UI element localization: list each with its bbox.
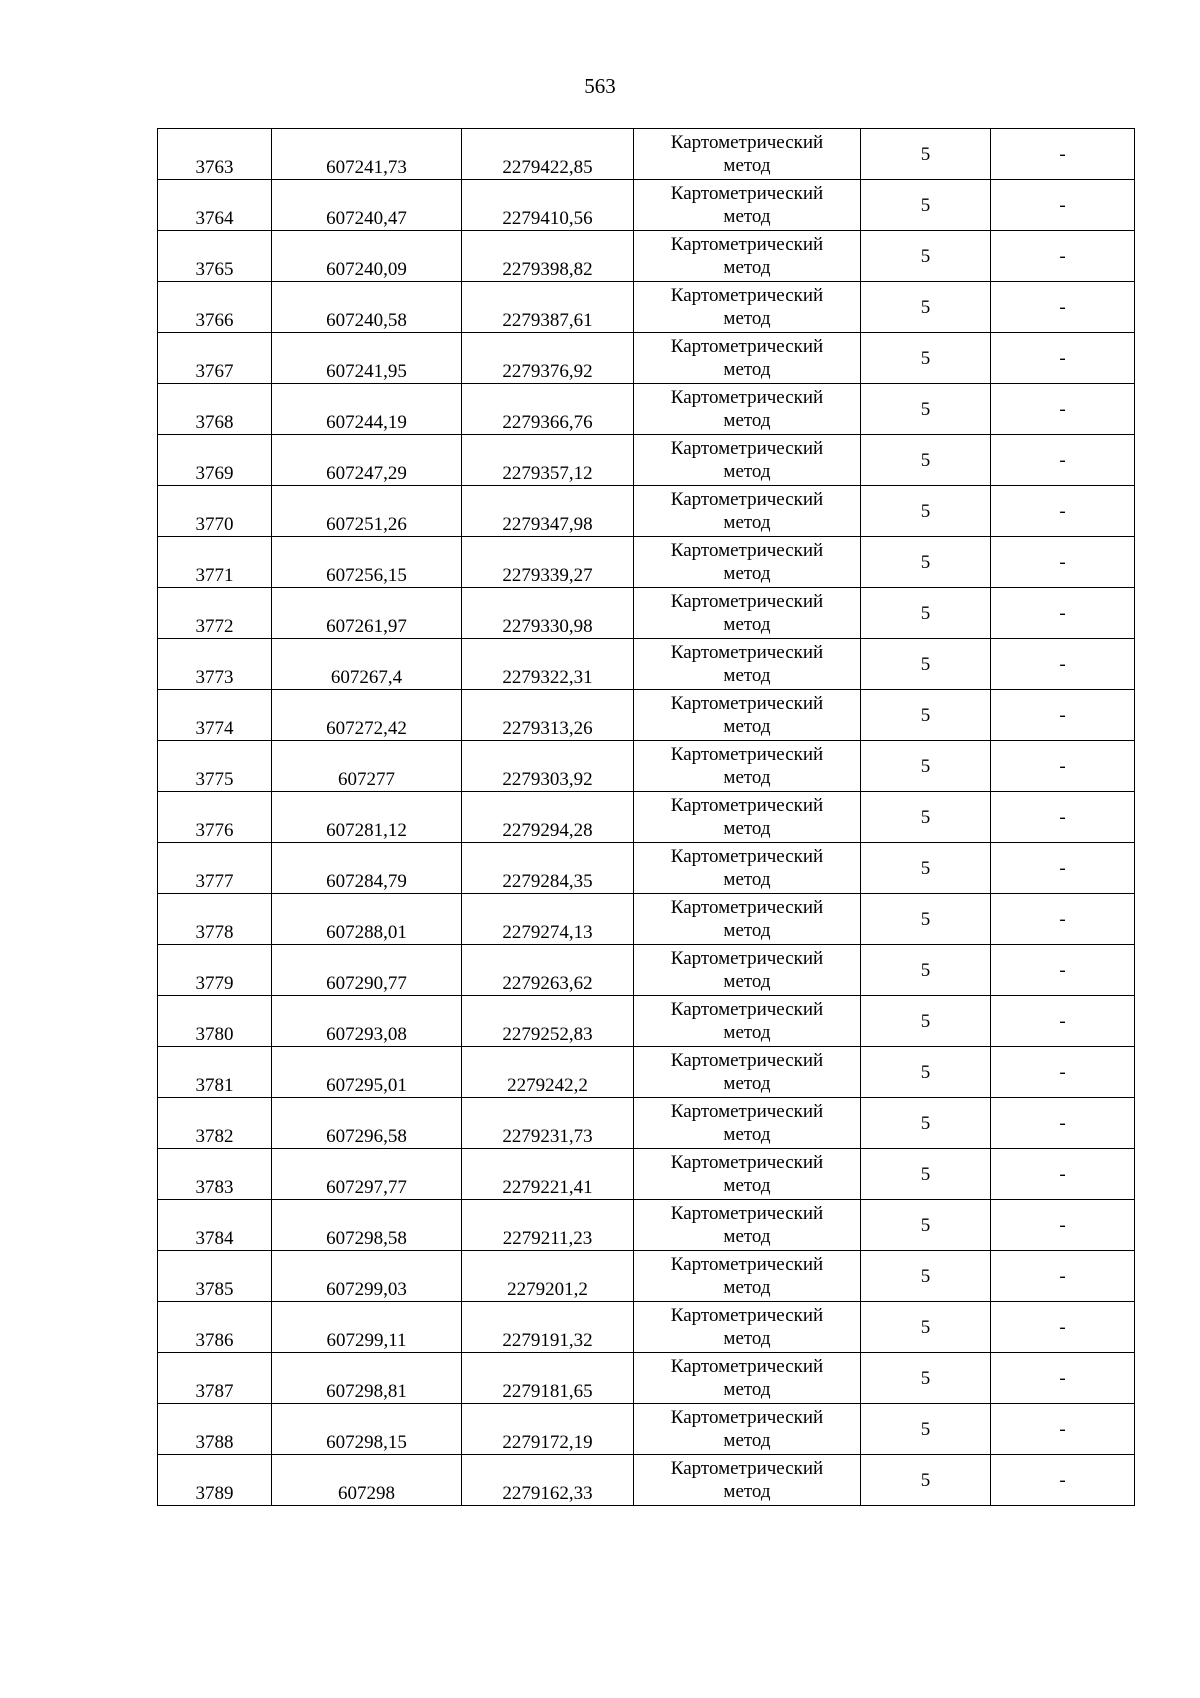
accuracy-cell: 5 [861, 690, 991, 741]
y-coordinate-cell: 2279191,32 [462, 1302, 634, 1353]
point-id-cell: 3788 [158, 1404, 272, 1455]
point-id-cell: 3775 [158, 741, 272, 792]
method-text: метод [723, 767, 771, 788]
y-coordinate-cell: 2279162,33 [462, 1455, 634, 1506]
method-text: метод [723, 971, 771, 992]
table-row [158, 1200, 1135, 1251]
method-text: Картометрический [670, 642, 824, 663]
accuracy-cell: 5 [861, 945, 991, 996]
method-cell [634, 1098, 861, 1149]
accuracy-cell: 5 [861, 1149, 991, 1200]
method-cell [634, 1251, 861, 1302]
method-text: Картометрический [670, 948, 824, 969]
x-coordinate-cell: 607267,4 [272, 639, 462, 690]
note-cell: - [991, 588, 1135, 639]
x-coordinate-cell: 607288,01 [272, 894, 462, 945]
x-coordinate-cell: 607240,47 [272, 180, 462, 231]
note-cell: - [991, 333, 1135, 384]
accuracy-cell: 5 [861, 486, 991, 537]
method-text: Картометрический [670, 540, 824, 561]
table-row [158, 1353, 1135, 1404]
note-cell: - [991, 996, 1135, 1047]
method-cell [634, 1455, 861, 1506]
x-coordinate-cell: 607277 [272, 741, 462, 792]
accuracy-cell: 5 [861, 1200, 991, 1251]
method-text: метод [723, 818, 771, 839]
x-coordinate-cell: 607298 [272, 1455, 462, 1506]
accuracy-cell: 5 [861, 996, 991, 1047]
table-row [158, 180, 1135, 231]
point-id-cell: 3780 [158, 996, 272, 1047]
x-coordinate-cell: 607298,58 [272, 1200, 462, 1251]
note-cell: - [991, 384, 1135, 435]
note-cell: - [991, 741, 1135, 792]
table-row [158, 1404, 1135, 1455]
point-id-cell: 3785 [158, 1251, 272, 1302]
method-text: метод [723, 1073, 771, 1094]
table-row [158, 537, 1135, 588]
method-text: Картометрический [670, 591, 824, 612]
table-row [158, 282, 1135, 333]
x-coordinate-cell: 607297,77 [272, 1149, 462, 1200]
accuracy-cell: 5 [861, 1404, 991, 1455]
method-text: метод [723, 665, 771, 686]
method-cell [634, 690, 861, 741]
y-coordinate-cell: 2279294,28 [462, 792, 634, 843]
method-text: метод [723, 716, 771, 737]
y-coordinate-cell: 2279181,65 [462, 1353, 634, 1404]
x-coordinate-cell: 607272,42 [272, 690, 462, 741]
method-text: метод [723, 1175, 771, 1196]
x-coordinate-cell: 607298,81 [272, 1353, 462, 1404]
method-text: Картометрический [670, 234, 824, 255]
table-row [158, 1251, 1135, 1302]
note-cell: - [991, 231, 1135, 282]
point-id-cell: 3766 [158, 282, 272, 333]
y-coordinate-cell: 2279242,2 [462, 1047, 634, 1098]
accuracy-cell: 5 [861, 639, 991, 690]
point-id-cell: 3786 [158, 1302, 272, 1353]
method-text: Картометрический [670, 183, 824, 204]
method-text: Картометрический [670, 1356, 824, 1377]
note-cell: - [991, 1353, 1135, 1404]
note-cell: - [991, 282, 1135, 333]
note-cell: - [991, 894, 1135, 945]
note-cell: - [991, 180, 1135, 231]
x-coordinate-cell: 607240,09 [272, 231, 462, 282]
table-row [158, 945, 1135, 996]
method-text: метод [723, 1430, 771, 1451]
method-cell [634, 588, 861, 639]
table-row [158, 1302, 1135, 1353]
method-text: метод [723, 512, 771, 533]
method-text: метод [723, 920, 771, 941]
table-row [158, 1149, 1135, 1200]
accuracy-cell: 5 [861, 741, 991, 792]
point-id-cell: 3776 [158, 792, 272, 843]
point-id-cell: 3765 [158, 231, 272, 282]
note-cell: - [991, 843, 1135, 894]
x-coordinate-cell: 607290,77 [272, 945, 462, 996]
method-text: Картометрический [670, 285, 824, 306]
y-coordinate-cell: 2279347,98 [462, 486, 634, 537]
method-text: Картометрический [670, 1305, 824, 1326]
table-body [158, 129, 1135, 1506]
method-text: метод [723, 1379, 771, 1400]
method-cell [634, 384, 861, 435]
point-id-cell: 3768 [158, 384, 272, 435]
point-id-cell: 3764 [158, 180, 272, 231]
method-text: Картометрический [670, 1050, 824, 1071]
note-cell: - [991, 639, 1135, 690]
accuracy-cell: 5 [861, 1302, 991, 1353]
method-cell [634, 1200, 861, 1251]
method-cell [634, 1302, 861, 1353]
accuracy-cell: 5 [861, 843, 991, 894]
method-text: метод [723, 614, 771, 635]
note-cell: - [991, 537, 1135, 588]
accuracy-cell: 5 [861, 180, 991, 231]
point-id-cell: 3779 [158, 945, 272, 996]
method-text: метод [723, 1481, 771, 1502]
accuracy-cell: 5 [861, 1455, 991, 1506]
x-coordinate-cell: 607293,08 [272, 996, 462, 1047]
accuracy-cell: 5 [861, 1047, 991, 1098]
point-id-cell: 3782 [158, 1098, 272, 1149]
accuracy-cell: 5 [861, 1353, 991, 1404]
accuracy-cell: 5 [861, 588, 991, 639]
accuracy-cell: 5 [861, 384, 991, 435]
y-coordinate-cell: 2279252,83 [462, 996, 634, 1047]
y-coordinate-cell: 2279376,92 [462, 333, 634, 384]
method-text: Картометрический [670, 387, 824, 408]
method-text: Картометрический [670, 1203, 824, 1224]
method-text: Картометрический [670, 999, 824, 1020]
note-cell: - [991, 1251, 1135, 1302]
point-id-cell: 3777 [158, 843, 272, 894]
y-coordinate-cell: 2279366,76 [462, 384, 634, 435]
table-row [158, 639, 1135, 690]
method-text: Картометрический [670, 1254, 824, 1275]
x-coordinate-cell: 607284,79 [272, 843, 462, 894]
method-text: Картометрический [670, 132, 824, 153]
point-id-cell: 3787 [158, 1353, 272, 1404]
point-id-cell: 3773 [158, 639, 272, 690]
table-row [158, 1098, 1135, 1149]
accuracy-cell: 5 [861, 1098, 991, 1149]
method-text: метод [723, 257, 771, 278]
x-coordinate-cell: 607251,26 [272, 486, 462, 537]
x-coordinate-cell: 607296,58 [272, 1098, 462, 1149]
method-text: метод [723, 1328, 771, 1349]
y-coordinate-cell: 2279284,35 [462, 843, 634, 894]
table-row [158, 1047, 1135, 1098]
point-id-cell: 3769 [158, 435, 272, 486]
method-cell [634, 1353, 861, 1404]
table-row [158, 333, 1135, 384]
method-cell [634, 1404, 861, 1455]
y-coordinate-cell: 2279330,98 [462, 588, 634, 639]
method-cell [634, 435, 861, 486]
point-id-cell: 3770 [158, 486, 272, 537]
method-cell [634, 537, 861, 588]
method-cell [634, 945, 861, 996]
note-cell: - [991, 1200, 1135, 1251]
method-text: метод [723, 1226, 771, 1247]
method-cell [634, 180, 861, 231]
method-text: метод [723, 869, 771, 890]
note-cell: - [991, 486, 1135, 537]
accuracy-cell: 5 [861, 231, 991, 282]
method-cell [634, 792, 861, 843]
x-coordinate-cell: 607298,15 [272, 1404, 462, 1455]
page-number: 563 [584, 74, 616, 98]
table-row [158, 792, 1135, 843]
accuracy-cell: 5 [861, 282, 991, 333]
y-coordinate-cell: 2279422,85 [462, 129, 634, 180]
x-coordinate-cell: 607299,03 [272, 1251, 462, 1302]
y-coordinate-cell: 2279211,23 [462, 1200, 634, 1251]
table-row [158, 588, 1135, 639]
y-coordinate-cell: 2279313,26 [462, 690, 634, 741]
x-coordinate-cell: 607240,58 [272, 282, 462, 333]
x-coordinate-cell: 607241,95 [272, 333, 462, 384]
table-row [158, 435, 1135, 486]
method-cell [634, 741, 861, 792]
coordinates-table [157, 128, 1135, 1506]
table-row [158, 486, 1135, 537]
method-text: Картометрический [670, 1458, 824, 1479]
method-text: метод [723, 410, 771, 431]
method-cell [634, 843, 861, 894]
method-text: метод [723, 155, 771, 176]
method-text: метод [723, 461, 771, 482]
y-coordinate-cell: 2279172,19 [462, 1404, 634, 1455]
x-coordinate-cell: 607241,73 [272, 129, 462, 180]
method-text: метод [723, 206, 771, 227]
y-coordinate-cell: 2279303,92 [462, 741, 634, 792]
point-id-cell: 3778 [158, 894, 272, 945]
method-cell [634, 1047, 861, 1098]
method-text: Картометрический [670, 438, 824, 459]
method-text: метод [723, 359, 771, 380]
method-cell [634, 486, 861, 537]
accuracy-cell: 5 [861, 537, 991, 588]
point-id-cell: 3771 [158, 537, 272, 588]
method-cell [634, 231, 861, 282]
table-row [158, 894, 1135, 945]
method-text: метод [723, 563, 771, 584]
accuracy-cell: 5 [861, 792, 991, 843]
y-coordinate-cell: 2279263,62 [462, 945, 634, 996]
point-id-cell: 3763 [158, 129, 272, 180]
point-id-cell: 3767 [158, 333, 272, 384]
table-row [158, 384, 1135, 435]
x-coordinate-cell: 607299,11 [272, 1302, 462, 1353]
point-id-cell: 3784 [158, 1200, 272, 1251]
table-row [158, 741, 1135, 792]
method-text: Картометрический [670, 1101, 824, 1122]
method-text: Картометрический [670, 897, 824, 918]
method-text: Картометрический [670, 336, 824, 357]
method-cell [634, 996, 861, 1047]
x-coordinate-cell: 607244,19 [272, 384, 462, 435]
method-text: Картометрический [670, 1407, 824, 1428]
y-coordinate-cell: 2279221,41 [462, 1149, 634, 1200]
method-cell [634, 282, 861, 333]
table-row [158, 1455, 1135, 1506]
table-row [158, 996, 1135, 1047]
method-text: Картометрический [670, 744, 824, 765]
method-cell [634, 333, 861, 384]
point-id-cell: 3774 [158, 690, 272, 741]
y-coordinate-cell: 2279322,31 [462, 639, 634, 690]
y-coordinate-cell: 2279274,13 [462, 894, 634, 945]
method-text: Картометрический [670, 1152, 824, 1173]
accuracy-cell: 5 [861, 129, 991, 180]
accuracy-cell: 5 [861, 1251, 991, 1302]
point-id-cell: 3772 [158, 588, 272, 639]
point-id-cell: 3789 [158, 1455, 272, 1506]
point-id-cell: 3783 [158, 1149, 272, 1200]
y-coordinate-cell: 2279201,2 [462, 1251, 634, 1302]
note-cell: - [991, 1302, 1135, 1353]
table-row [158, 843, 1135, 894]
note-cell: - [991, 1455, 1135, 1506]
note-cell: - [991, 945, 1135, 996]
note-cell: - [991, 1404, 1135, 1455]
note-cell: - [991, 690, 1135, 741]
note-cell: - [991, 1098, 1135, 1149]
table-row [158, 231, 1135, 282]
method-cell [634, 894, 861, 945]
note-cell: - [991, 1149, 1135, 1200]
y-coordinate-cell: 2279231,73 [462, 1098, 634, 1149]
point-id-cell: 3781 [158, 1047, 272, 1098]
accuracy-cell: 5 [861, 435, 991, 486]
note-cell: - [991, 435, 1135, 486]
method-cell [634, 1149, 861, 1200]
method-text: Картометрический [670, 846, 824, 867]
table-row [158, 690, 1135, 741]
x-coordinate-cell: 607261,97 [272, 588, 462, 639]
accuracy-cell: 5 [861, 894, 991, 945]
y-coordinate-cell: 2279410,56 [462, 180, 634, 231]
note-cell: - [991, 1047, 1135, 1098]
x-coordinate-cell: 607295,01 [272, 1047, 462, 1098]
y-coordinate-cell: 2279398,82 [462, 231, 634, 282]
y-coordinate-cell: 2279357,12 [462, 435, 634, 486]
method-text: метод [723, 1277, 771, 1298]
method-cell [634, 129, 861, 180]
y-coordinate-cell: 2279387,61 [462, 282, 634, 333]
accuracy-cell: 5 [861, 333, 991, 384]
method-text: метод [723, 1022, 771, 1043]
method-cell [634, 639, 861, 690]
method-text: Картометрический [670, 693, 824, 714]
note-cell: - [991, 792, 1135, 843]
method-text: Картометрический [670, 489, 824, 510]
method-text: метод [723, 308, 771, 329]
x-coordinate-cell: 607247,29 [272, 435, 462, 486]
method-text: метод [723, 1124, 771, 1145]
x-coordinate-cell: 607281,12 [272, 792, 462, 843]
note-cell: - [991, 129, 1135, 180]
y-coordinate-cell: 2279339,27 [462, 537, 634, 588]
x-coordinate-cell: 607256,15 [272, 537, 462, 588]
method-text: Картометрический [670, 795, 824, 816]
table-row [158, 129, 1135, 180]
